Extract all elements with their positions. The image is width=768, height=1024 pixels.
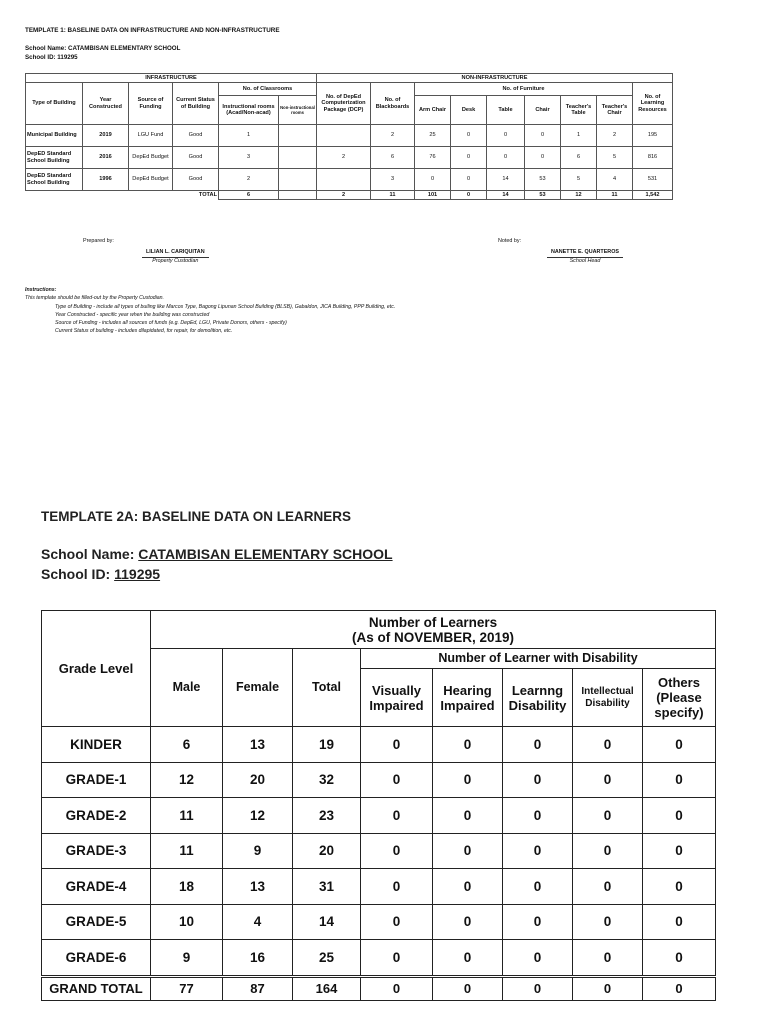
as-of-date: NOVEMBER, 2019 xyxy=(393,629,510,645)
year-constructed: 2019 xyxy=(83,125,129,147)
total-non-instructional xyxy=(279,191,317,200)
year-constructed: 1996 xyxy=(83,169,129,191)
template1-header xyxy=(25,26,725,62)
table-row xyxy=(42,833,716,869)
others-count: 0 xyxy=(643,940,716,977)
grade-level: GRADE-2 xyxy=(42,798,151,834)
intellectual-disability-count: 0 xyxy=(573,904,643,940)
male-header: Male xyxy=(151,649,223,727)
intellectual-disability-count: 0 xyxy=(573,833,643,869)
current-status: Good xyxy=(173,125,219,147)
chair-count: 53 xyxy=(525,169,561,191)
total-teachers-table: 12 xyxy=(561,191,597,200)
female-count: 16 xyxy=(223,940,293,977)
non-instructional-rooms xyxy=(279,169,317,191)
grade-level: GRADE-3 xyxy=(42,833,151,869)
desk-count: 0 xyxy=(451,169,487,191)
table-row xyxy=(42,940,716,977)
non-instructional-header: Non-instructional rooms xyxy=(279,96,317,125)
total-instructional: 6 xyxy=(219,191,279,200)
non-instructional-rooms xyxy=(279,147,317,169)
male-count: 10 xyxy=(151,904,223,940)
others-count: 0 xyxy=(643,904,716,940)
grand-total-male: 77 xyxy=(151,976,223,1000)
female-count: 9 xyxy=(223,833,293,869)
male-count: 6 xyxy=(151,727,223,763)
female-count: 13 xyxy=(223,727,293,763)
instructional-rooms: 1 xyxy=(219,125,279,147)
prepared-by-role: Property Custodian xyxy=(152,258,199,264)
teachers-chair-count: 2 xyxy=(597,125,633,147)
grand-total-total: 164 xyxy=(293,976,361,1000)
teachers-table-header: Teacher's Table xyxy=(561,96,597,125)
dcp-count xyxy=(317,125,371,147)
hearing-impaired-count: 0 xyxy=(433,940,503,977)
intellectual-disability-count: 0 xyxy=(573,727,643,763)
school-id-label: School ID: xyxy=(41,566,115,582)
female-count: 20 xyxy=(223,762,293,798)
infrastructure-header: INFRASTRUCTURE xyxy=(26,74,317,83)
prepared-by-name: LILIAN L. CARIQUITAN xyxy=(142,249,209,258)
dcp-count: 2 xyxy=(317,147,371,169)
learning-disability-count: 0 xyxy=(503,869,573,905)
arm-chair-count: 25 xyxy=(415,125,451,147)
source-of-funding-header: Source of Funding xyxy=(129,83,173,125)
learning-disability-count: 0 xyxy=(503,940,573,977)
teachers-table-count: 1 xyxy=(561,125,597,147)
table-row xyxy=(26,169,673,191)
school-id-value: 119295 xyxy=(114,566,161,582)
intellectual-disability-count: 0 xyxy=(573,762,643,798)
total-count: 23 xyxy=(293,798,361,834)
instructional-header: Instructional rooms (Acad/Non-acad) xyxy=(219,96,279,125)
male-count: 11 xyxy=(151,833,223,869)
learning-resources-count: 816 xyxy=(633,147,673,169)
as-of-suffix: ) xyxy=(509,629,515,645)
learning-resources-count: 195 xyxy=(633,125,673,147)
teachers-chair-count: 4 xyxy=(597,169,633,191)
school-name-value: CATAMBISAN ELEMENTARY SCHOOL xyxy=(138,546,393,562)
total-table: 14 xyxy=(487,191,525,200)
source-of-funding: DepEd Budget xyxy=(129,169,173,191)
prepared-by-label: Prepared by: xyxy=(83,238,114,244)
table-row xyxy=(42,904,716,940)
instructions-title: Instructions: xyxy=(25,287,57,293)
teachers-chair-count: 5 xyxy=(597,147,633,169)
visually-impaired-count: 0 xyxy=(361,904,433,940)
total-chair: 53 xyxy=(525,191,561,200)
female-header: Female xyxy=(223,649,293,727)
learning-disability-count: 0 xyxy=(503,762,573,798)
total-count: 20 xyxy=(293,833,361,869)
hearing-impaired-count: 0 xyxy=(433,869,503,905)
source-of-funding: LGU Fund xyxy=(129,125,173,147)
total-desk: 0 xyxy=(451,191,487,200)
grade-level: GRADE-5 xyxy=(42,904,151,940)
female-count: 4 xyxy=(223,904,293,940)
total-count: 19 xyxy=(293,727,361,763)
template1-school-id: School ID: 119295 xyxy=(25,54,78,61)
table-row xyxy=(26,125,673,147)
total-blackboards: 11 xyxy=(371,191,415,200)
with-disability-header: Number of Learner with Disability xyxy=(361,649,716,669)
male-count: 9 xyxy=(151,940,223,977)
hearing-impaired-count: 0 xyxy=(433,904,503,940)
grade-level: GRADE-4 xyxy=(42,869,151,905)
teachers-table-count: 5 xyxy=(561,169,597,191)
instruction-line: Current Status of building - includes dilapidated, for repair, for demolition, etc. xyxy=(55,328,233,335)
female-count: 12 xyxy=(223,798,293,834)
blackboards-count: 2 xyxy=(371,125,415,147)
as-of-line xyxy=(151,630,715,645)
grand-total-row xyxy=(42,976,716,1000)
number-of-learners-title: Number of Learners xyxy=(368,614,498,630)
as-of-prefix: (As of xyxy=(351,629,394,645)
template2a-school-name xyxy=(41,544,393,564)
total-dcp: 2 xyxy=(317,191,371,200)
others-count: 0 xyxy=(643,798,716,834)
learning-disability-count: 0 xyxy=(503,727,573,763)
prepared-by-signature xyxy=(142,249,209,265)
total-header: Total xyxy=(293,649,361,727)
instructional-rooms: 3 xyxy=(219,147,279,169)
male-count: 11 xyxy=(151,798,223,834)
desk-header: Desk xyxy=(451,96,487,125)
total-row xyxy=(26,191,673,200)
learners-table xyxy=(41,610,716,1001)
hearing-impaired-count: 0 xyxy=(433,833,503,869)
intellectual-disability-count: 0 xyxy=(573,869,643,905)
intellectual-disability-count: 0 xyxy=(573,798,643,834)
blackboards-count: 3 xyxy=(371,169,415,191)
arm-chair-count: 76 xyxy=(415,147,451,169)
table-count: 14 xyxy=(487,169,525,191)
hearing-impaired-count: 0 xyxy=(433,798,503,834)
hearing-impaired-count: 0 xyxy=(433,727,503,763)
chair-header: Chair xyxy=(525,96,561,125)
learning-disability-count: 0 xyxy=(503,833,573,869)
current-status: Good xyxy=(173,169,219,191)
visually-impaired-count: 0 xyxy=(361,833,433,869)
grade-level-header: Grade Level xyxy=(42,611,151,727)
no-furniture-header: No. of Furniture xyxy=(415,83,633,96)
male-count: 18 xyxy=(151,869,223,905)
year-constructed-header: Year Constructed xyxy=(83,83,129,125)
school-name-label: School Name: xyxy=(41,546,139,562)
noted-by-signature xyxy=(547,249,623,265)
learning-resources-count: 531 xyxy=(633,169,673,191)
instructions xyxy=(25,286,395,336)
hearing-impaired-header: Hearing Impaired xyxy=(433,669,503,727)
template2a-school-id xyxy=(41,564,393,584)
table-row xyxy=(42,762,716,798)
total-count: 25 xyxy=(293,940,361,977)
non-instructional-rooms xyxy=(279,125,317,147)
learning-disability-count: 0 xyxy=(503,798,573,834)
instruction-line: This template should be filled-out by the Property Custodian. xyxy=(25,295,164,302)
instructional-rooms: 2 xyxy=(219,169,279,191)
total-learning-resources: 1,542 xyxy=(633,191,673,200)
template2a-header xyxy=(41,509,393,584)
total-teachers-chair: 11 xyxy=(597,191,633,200)
male-count: 12 xyxy=(151,762,223,798)
table-header: Table xyxy=(487,96,525,125)
visually-impaired-header: Visually Impaired xyxy=(361,669,433,727)
learning-resources-header: No. of Learning Resources xyxy=(633,83,673,125)
others-count: 0 xyxy=(643,762,716,798)
grade-level: KINDER xyxy=(42,727,151,763)
visually-impaired-count: 0 xyxy=(361,798,433,834)
chair-count: 0 xyxy=(525,125,561,147)
noted-by-role: School Head xyxy=(569,258,601,264)
total-count: 31 xyxy=(293,869,361,905)
current-status: Good xyxy=(173,147,219,169)
template2a-title: TEMPLATE 2A: BASELINE DATA ON LEARNERS xyxy=(41,509,352,524)
dcp-count xyxy=(317,169,371,191)
building-type: DepED Standard School Building xyxy=(26,147,83,169)
template1-school-name: School Name: CATAMBISAN ELEMENTARY SCHOOL xyxy=(25,45,181,52)
others-count: 0 xyxy=(643,833,716,869)
grand-total-hearing: 0 xyxy=(433,976,503,1000)
infrastructure-table xyxy=(25,73,673,200)
building-type: DepED Standard School Building xyxy=(26,169,83,191)
table-row xyxy=(42,798,716,834)
visually-impaired-count: 0 xyxy=(361,869,433,905)
teachers-table-count: 6 xyxy=(561,147,597,169)
grade-level: GRADE-1 xyxy=(42,762,151,798)
grand-total-female: 87 xyxy=(223,976,293,1000)
type-of-building-header: Type of Building xyxy=(26,83,83,125)
dcp-header: No. of DepEd Computerization Package (DCP) xyxy=(317,83,371,125)
chair-count: 0 xyxy=(525,147,561,169)
grand-total-visually: 0 xyxy=(361,976,433,1000)
others-count: 0 xyxy=(643,869,716,905)
instruction-line: Source of Funding - includes all sources of funds (e.g. DepEd, LGU, Private Donors, others - specify) xyxy=(55,320,287,327)
total-label: TOTAL xyxy=(173,191,219,200)
intellectual-disability-count: 0 xyxy=(573,940,643,977)
source-of-funding: DepEd Budget xyxy=(129,147,173,169)
table-row xyxy=(42,727,716,763)
noted-by-name: NANETTE E. QUARTEROS xyxy=(547,249,623,258)
desk-count: 0 xyxy=(451,147,487,169)
grand-total-learning: 0 xyxy=(503,976,573,1000)
grade-level: GRADE-6 xyxy=(42,940,151,977)
intellectual-disability-header: Intellectual Disability xyxy=(573,669,643,727)
visually-impaired-count: 0 xyxy=(361,940,433,977)
grand-total-intellectual: 0 xyxy=(573,976,643,1000)
template1-title: TEMPLATE 1: BASELINE DATA ON INFRASTRUCTURE AND NON-INFRASTRUCTURE xyxy=(25,27,280,34)
current-status-header: Current Status of Building xyxy=(173,83,219,125)
no-classrooms-header: No. of Classrooms xyxy=(219,83,317,96)
noted-by-label: Noted by: xyxy=(498,238,522,244)
arm-chair-count: 0 xyxy=(415,169,451,191)
arm-chair-header: Arm Chair xyxy=(415,96,451,125)
total-arm-chair: 101 xyxy=(415,191,451,200)
blackboards-header: No. of Blackboards xyxy=(371,83,415,125)
table-row xyxy=(26,147,673,169)
instruction-line: Type of Building - include all types of builing like Marcos Type, Bagong Lipunan School Building (BLSB), Gabaldon, JICA Building, PPP Building, etc. xyxy=(55,303,396,310)
learning-disability-count: 0 xyxy=(503,904,573,940)
others-count: 0 xyxy=(643,727,716,763)
grand-total-label: GRAND TOTAL xyxy=(42,976,151,1000)
building-type: Municipal Building xyxy=(26,125,83,147)
table-count: 0 xyxy=(487,147,525,169)
female-count: 13 xyxy=(223,869,293,905)
grand-total-others: 0 xyxy=(643,976,716,1000)
learning-disability-header: Learnng Disability xyxy=(503,669,573,727)
desk-count: 0 xyxy=(451,125,487,147)
year-constructed: 2016 xyxy=(83,147,129,169)
table-count: 0 xyxy=(487,125,525,147)
visually-impaired-count: 0 xyxy=(361,762,433,798)
instruction-line: Year Constructed - specific year when the building was constructed xyxy=(55,311,210,318)
blackboards-count: 6 xyxy=(371,147,415,169)
teachers-chair-header: Teacher's Chair xyxy=(597,96,633,125)
hearing-impaired-count: 0 xyxy=(433,762,503,798)
number-of-learners-header xyxy=(151,611,716,649)
others-header: Others (Please specify) xyxy=(643,669,716,727)
total-count: 32 xyxy=(293,762,361,798)
visually-impaired-count: 0 xyxy=(361,727,433,763)
total-count: 14 xyxy=(293,904,361,940)
non-infrastructure-header: NON-INFRASTRUCTURE xyxy=(317,74,673,83)
table-row xyxy=(42,869,716,905)
